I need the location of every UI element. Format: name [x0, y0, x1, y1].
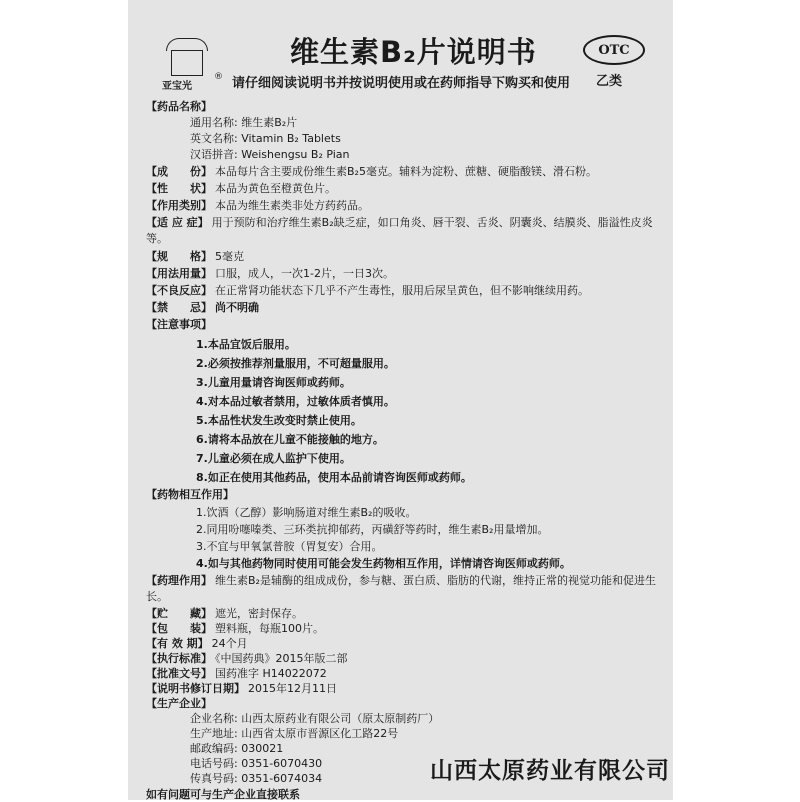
appearance-row: [146, 181, 336, 197]
revision-value: 2015年12月11日: [248, 682, 337, 695]
pinyin-name-value: Weishengsu B₂ Pian: [241, 148, 350, 161]
manufacturer-zip-value: 030021: [241, 742, 284, 755]
precaution-item: 8.如正在使用其他药品，使用本品前请咨询医师或药师。: [196, 471, 472, 484]
precaution-item: 5.本品性状发生改变时禁止使用。: [196, 414, 362, 427]
manufacturer-phone-row: [190, 756, 322, 772]
english-name-row: [190, 131, 341, 147]
manufacturer-address-label: 生产地址:: [190, 727, 238, 740]
common-name-row: [190, 115, 297, 131]
package-value: 塑料瓶，每瓶100片。: [215, 622, 324, 635]
indications-row: [146, 215, 656, 247]
interaction-item: 3.不宜与甲氧氯普胺（胃复安）合用。: [196, 540, 383, 553]
precautions-label: 【注意事项】: [146, 318, 212, 331]
dosage-label: 【用法用量】: [146, 267, 212, 280]
otc-badge: [583, 35, 645, 65]
contraindications-row: [146, 300, 259, 316]
standard-row: [146, 651, 348, 667]
standard-label: 【执行标准】: [146, 652, 212, 665]
storage-row: [146, 606, 303, 622]
appearance-label: 【性 状】: [146, 182, 212, 195]
category-label: 【作用类别】: [146, 199, 212, 212]
category-value: 本品为维生素类非处方药药品。: [215, 199, 369, 212]
contraindications-value: 尚不明确: [215, 301, 259, 314]
contraindications-label: 【禁 忌】: [146, 301, 212, 314]
drug-name-heading: [146, 99, 212, 115]
manufacturer-fax-label: 传真号码:: [190, 772, 238, 785]
category-row: [146, 198, 369, 214]
adverse-row: [146, 283, 589, 299]
otc-label: OTC: [598, 42, 630, 58]
logo-text: 亚宝光: [162, 81, 192, 92]
logo-box-shape: [171, 50, 203, 76]
precaution-item: 4.对本品过敏者禁用，过敏体质者慎用。: [196, 395, 395, 408]
manufacturer-heading: [146, 696, 212, 712]
manufacturer-name-row: [190, 711, 439, 727]
specification-row: [146, 249, 244, 265]
precaution-item: 2.必须按推荐剂量服用，不可超量服用。: [196, 357, 395, 370]
validity-label: 【有 效 期】: [146, 637, 209, 650]
interactions-label: 【药物相互作用】: [146, 488, 234, 501]
precaution-item: 1.本品宜饭后服用。: [196, 338, 296, 351]
approval-row: [146, 666, 327, 682]
composition-value: 本品每片含主要成份维生素B₂5毫克。辅料为淀粉、蔗糖、硬脂酸镁、滑石粉。: [215, 165, 597, 178]
pharmacology-label: 【药理作用】: [146, 574, 212, 587]
validity-row: [146, 636, 248, 652]
storage-value: 遮光，密封保存。: [215, 607, 303, 620]
dosage-value: 口服，成人，一次1-2片，一日3次。: [215, 267, 394, 280]
interaction-item: 1.饮酒（乙醇）影响肠道对维生素B₂的吸收。: [196, 506, 417, 519]
indications-label: 【适 应 症】: [146, 216, 209, 229]
pinyin-name-label: 汉语拼音:: [190, 148, 238, 161]
common-name-value: 维生素B₂片: [241, 116, 298, 129]
contact-note: 如有问题可与生产企业直接联系: [146, 788, 300, 801]
interaction-item: 2.同用吩噻嗪类、三环类抗抑郁药，丙磺舒等药时，维生素B₂用量增加。: [196, 523, 549, 536]
manufacturer-address-row: [190, 726, 398, 742]
company-name-footer: 山西太原药业有限公司: [430, 758, 670, 784]
precautions-heading: [146, 317, 212, 333]
manufacturer-fax-value: 0351-6074034: [241, 772, 323, 785]
composition-row: [146, 164, 597, 180]
pharmacology-value: 维生素B₂是辅酶的组成成份，参与糖、蛋白质、脂肪的代谢，维持正常的视觉功能和促进生长。: [146, 574, 656, 603]
standard-value: 《中国药典》2015年版二部: [215, 652, 348, 665]
common-name-label: 通用名称:: [190, 116, 238, 129]
registered-mark: ®: [214, 72, 223, 82]
precaution-item: 6.请将本品放在儿童不能接触的地方。: [196, 433, 384, 446]
manufacturer-zip-row: [190, 741, 283, 757]
approval-label: 【批准文号】: [146, 667, 212, 680]
page-subtitle: 请仔细阅读说明书并按说明使用或在药师指导下购买和使用: [232, 76, 571, 91]
package-label: 【包 装】: [146, 622, 212, 635]
storage-label: 【贮 藏】: [146, 607, 212, 620]
adverse-label: 【不良反应】: [146, 284, 212, 297]
pharmacology-row: [146, 573, 656, 605]
package-row: [146, 621, 324, 637]
appearance-value: 本品为黄色至橙黄色片。: [215, 182, 336, 195]
interactions-heading: [146, 487, 234, 503]
specification-label: 【规 格】: [146, 250, 212, 263]
manufacturer-label: 【生产企业】: [146, 697, 212, 710]
interaction-item: 4.如与其他药物同时使用可能会发生药物相互作用，详情请咨询医师或药师。: [196, 557, 571, 570]
manufacturer-zip-label: 邮政编码:: [190, 742, 238, 755]
pinyin-name-row: [190, 147, 350, 163]
manufacturer-address-value: 山西省太原市晋源区化工路22号: [241, 727, 399, 740]
composition-label: 【成 份】: [146, 165, 212, 178]
validity-value: 24个月: [211, 637, 248, 650]
manufacturer-name-value: 山西太原药业有限公司（原太原制药厂）: [241, 712, 440, 725]
revision-row: [146, 681, 337, 697]
precaution-item: 7.儿童必须在成人监护下使用。: [196, 452, 351, 465]
manufacturer-phone-value: 0351-6070430: [241, 757, 323, 770]
english-name-label: 英文名称:: [190, 132, 238, 145]
manufacturer-name-label: 企业名称:: [190, 712, 238, 725]
manufacturer-fax-row: [190, 771, 322, 787]
manufacturer-phone-label: 电话号码:: [190, 757, 238, 770]
english-name-value: Vitamin B₂ Tablets: [241, 132, 341, 145]
approval-value: 国药准字 H14022072: [215, 667, 327, 680]
indications-value: 用于预防和治疗维生素B₂缺乏症，如口角炎、唇干裂、舌炎、阴囊炎、结膜炎、脂溢性皮炎等。: [146, 216, 653, 245]
specification-value: 5毫克: [215, 250, 244, 263]
otc-class: 乙类: [596, 74, 623, 89]
adverse-value: 在正常肾功能状态下几乎不产生毒性，服用后尿呈黄色，但不影响继续用药。: [215, 284, 589, 297]
drug-name-label: 【药品名称】: [146, 100, 212, 113]
dosage-row: [146, 266, 394, 282]
page-title: 维生素B₂片说明书: [290, 35, 537, 69]
revision-label: 【说明书修订日期】: [146, 682, 245, 695]
precaution-item: 3.儿童用量请咨询医师或药师。: [196, 376, 351, 389]
